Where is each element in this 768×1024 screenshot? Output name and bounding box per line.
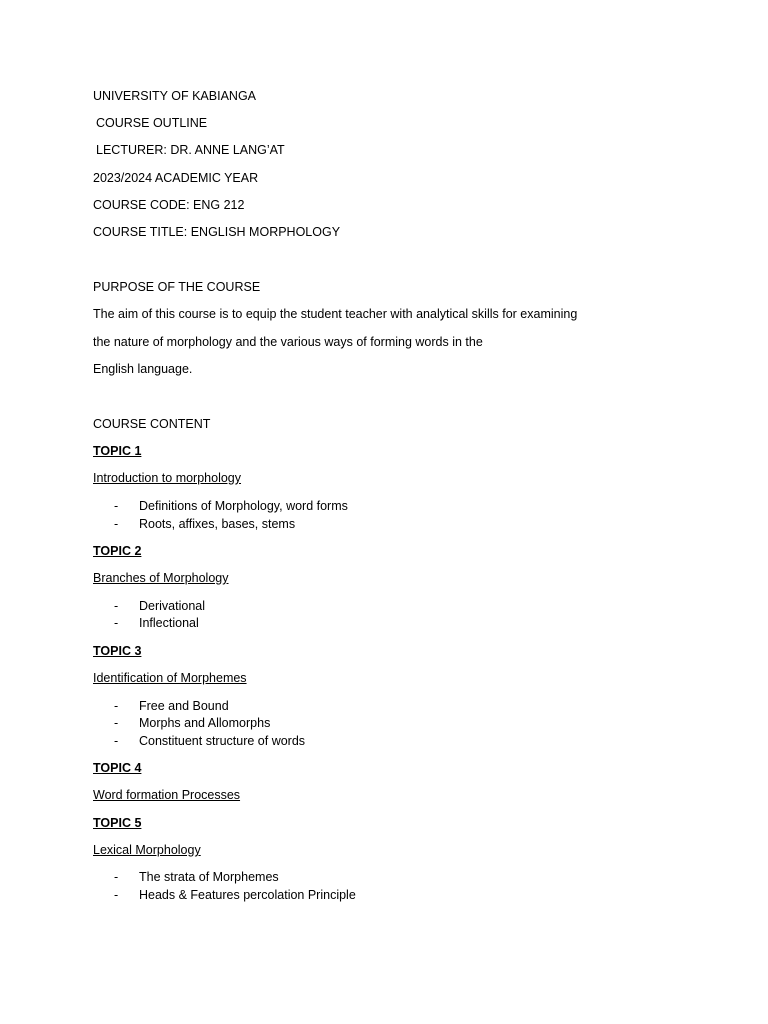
list-bullet: - <box>114 499 119 513</box>
list-bullet: - <box>114 616 119 630</box>
topic-5-label: TOPIC 5 <box>93 816 142 830</box>
list-bullet: - <box>114 870 119 884</box>
list-item: Free and Bound <box>139 699 229 713</box>
list-item: Roots, affixes, bases, stems <box>139 517 296 531</box>
lecturer-line: LECTURER: DR. ANNE LANG’AT <box>96 143 285 157</box>
list-item: Morphs and Allomorphs <box>139 716 271 730</box>
list-item: The strata of Morphemes <box>139 870 279 884</box>
academic-year: 2023/2024 ACADEMIC YEAR <box>93 171 259 185</box>
topic-3-title: Identification of Morphemes <box>93 671 247 685</box>
topic-2-label: TOPIC 2 <box>93 544 142 558</box>
list-bullet: - <box>114 734 119 748</box>
list-bullet: - <box>114 699 119 713</box>
purpose-line-2: the nature of morphology and the various ways of forming words in the <box>93 335 483 349</box>
topic-5-title: Lexical Morphology <box>93 843 201 857</box>
list-item: Constituent structure of words <box>139 734 306 748</box>
course-title: COURSE TITLE: ENGLISH MORPHOLOGY <box>93 225 341 239</box>
topic-1-label: TOPIC 1 <box>93 444 142 458</box>
course-outline-label: COURSE OUTLINE <box>96 116 208 130</box>
list-bullet: - <box>114 599 119 613</box>
topic-4-title: Word formation Processes <box>93 788 241 802</box>
university-name: UNIVERSITY OF KABIANGA <box>93 89 257 103</box>
course-code: COURSE CODE: ENG 212 <box>93 198 245 212</box>
list-item: Derivational <box>139 599 206 613</box>
list-item: Heads & Features percolation Principle <box>139 888 356 902</box>
purpose-line-1: The aim of this course is to equip the student teacher with analytical skills for examining <box>93 307 578 321</box>
topic-4-label: TOPIC 4 <box>93 761 142 775</box>
list-item: Inflectional <box>139 616 199 630</box>
list-bullet: - <box>114 888 119 902</box>
list-item: Definitions of Morphology, word forms <box>139 499 348 513</box>
course-content-heading: COURSE CONTENT <box>93 417 211 431</box>
topic-2-title: Branches of Morphology <box>93 571 229 585</box>
topic-1-title: Introduction to morphology <box>93 471 242 485</box>
purpose-heading: PURPOSE OF THE COURSE <box>93 280 261 294</box>
topic-3-label: TOPIC 3 <box>93 644 142 658</box>
list-bullet: - <box>114 517 119 531</box>
purpose-line-3: English language. <box>93 362 193 376</box>
list-bullet: - <box>114 716 119 730</box>
